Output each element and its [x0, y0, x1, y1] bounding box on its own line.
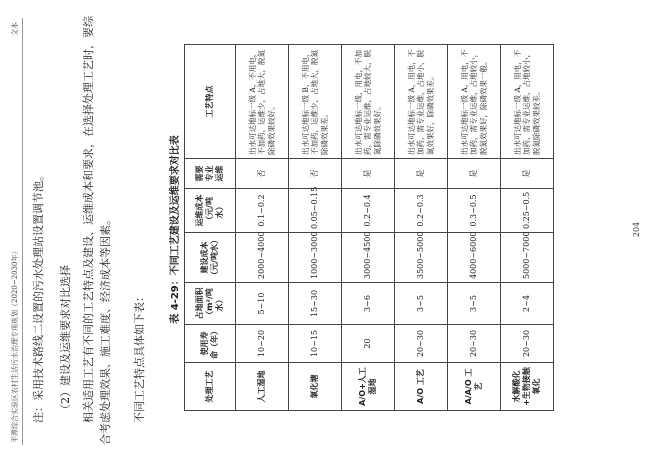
table-row — [342, 45, 395, 411]
process-name: 人工湿地 — [236, 363, 289, 411]
area-cell: 15~30 — [289, 283, 342, 325]
table-row — [236, 45, 289, 411]
process-name: 氧化塘 — [289, 363, 342, 411]
op-cost-cell: 0.25~0.5 — [501, 189, 554, 233]
lifespan-cell: 10~15 — [289, 325, 342, 363]
lifespan-cell: 20~30 — [448, 325, 501, 363]
header-cell: 建设成本（元/吨水） — [185, 233, 236, 283]
lifespan-cell: 10~20 — [236, 325, 289, 363]
lifespan-cell: 20 — [342, 325, 395, 363]
process-name: A/A/O 工艺 — [448, 363, 501, 411]
header-cell: 需要专业运维 — [185, 159, 236, 189]
table-header-row — [185, 45, 236, 411]
process-name: A/O+人工湿地 — [342, 363, 395, 411]
feature-cell: 出水可达地标一级 A，用电，不加药，需专业运维，占地较小，脱氮除磷效果较差。 — [501, 45, 554, 159]
area-cell: 5~10 — [236, 283, 289, 325]
lifespan-cell: 20~30 — [395, 325, 448, 363]
build-cost-cell: 3500~5000 — [395, 233, 448, 283]
process-name: 水解酸化+生物接触氧化 — [501, 363, 554, 411]
area-cell: 3~6 — [342, 283, 395, 325]
table-intro: 不同工艺特点具体如下表： — [133, 291, 146, 423]
feature-cell: 出水可达地标一级 B，不用电，不加药，运维少，占地大，脱氮除磷效果差。 — [289, 45, 342, 159]
op-cost-cell: 0.2~0.3 — [395, 189, 448, 233]
area-cell: 2~4 — [501, 283, 554, 325]
process-name: A/O 工艺 — [395, 363, 448, 411]
table-row — [448, 45, 501, 411]
header-section: 文本 — [11, 22, 19, 36]
area-cell: 3~5 — [395, 283, 448, 325]
table-row — [395, 45, 448, 411]
feature-cell: 出水可达地标一级 A，用电，不加药，需专业运维，占地较小，脱氮效果好，除磷效果一般。 — [448, 45, 501, 159]
pro-ops-cell: 是 — [395, 159, 448, 189]
pro-ops-cell: 否 — [236, 159, 289, 189]
header-title: 平潭综合实验区农村生活污水治理专项规划（2020~2030年） — [11, 247, 19, 443]
header-cell: 处理工艺 — [185, 363, 236, 411]
header-cell: 运维成本（元/吨水） — [185, 189, 236, 233]
pro-ops-cell: 是 — [501, 159, 554, 189]
table-row — [501, 45, 554, 411]
page-number: 204 — [632, 221, 641, 238]
area-cell: 3~5 — [448, 283, 501, 325]
table-caption: 表 4-29：不同工艺建设及运维要求对比表 — [170, 135, 181, 324]
feature-cell: 出水可达地标一级 A，不用电，不加药，运维少，占地大，脱氮除磷效果较好。 — [236, 45, 289, 159]
header-cell: 使用寿命（年） — [185, 325, 236, 363]
build-cost-cell: 4000~6000 — [448, 233, 501, 283]
note-paragraph: 注：采用技术路线二设置的污水处理站设置调节池。 — [32, 170, 45, 423]
header-rule — [22, 18, 23, 445]
build-cost-cell: 2000~4000 — [236, 233, 289, 283]
header-cell: 工艺特点 — [185, 45, 236, 159]
feature-cell: 出水可达地标一级，用电，不加药，需专业运维，占地较大，脱氮除磷效果好。 — [342, 45, 395, 159]
op-cost-cell: 0.1~0.2 — [236, 189, 289, 233]
pro-ops-cell: 是 — [342, 159, 395, 189]
body-paragraph: 相关适用工艺有不同的工艺特点及建设、运维成本和要求，在选择处理工艺时，要综合考虑处理效果、施工难度、经济成本等因素。 — [82, 16, 112, 445]
build-cost-cell: 1000~3000 — [289, 233, 342, 283]
op-cost-cell: 0.3~0.5 — [448, 189, 501, 233]
feature-cell: 出水可达地标一级 A，用电，不加药，需专业运维，占地小，脱氮效果好，除磷效果差。 — [395, 45, 448, 159]
header-cell: 占地面积（m²/吨水） — [185, 283, 236, 325]
table-row — [289, 45, 342, 411]
page-header — [6, 0, 28, 459]
lifespan-cell: 20~30 — [501, 325, 554, 363]
op-cost-cell: 0.2~0.4 — [342, 189, 395, 233]
subsection-heading: （2）建设及运维要求对比选择 — [59, 265, 72, 415]
op-cost-cell: 0.05~0.15 — [289, 189, 342, 233]
process-comparison-table — [184, 44, 554, 411]
pro-ops-cell: 是 — [448, 159, 501, 189]
pro-ops-cell: 否 — [289, 159, 342, 189]
build-cost-cell: 3000~4500 — [342, 233, 395, 283]
build-cost-cell: 5000~7000 — [501, 233, 554, 283]
